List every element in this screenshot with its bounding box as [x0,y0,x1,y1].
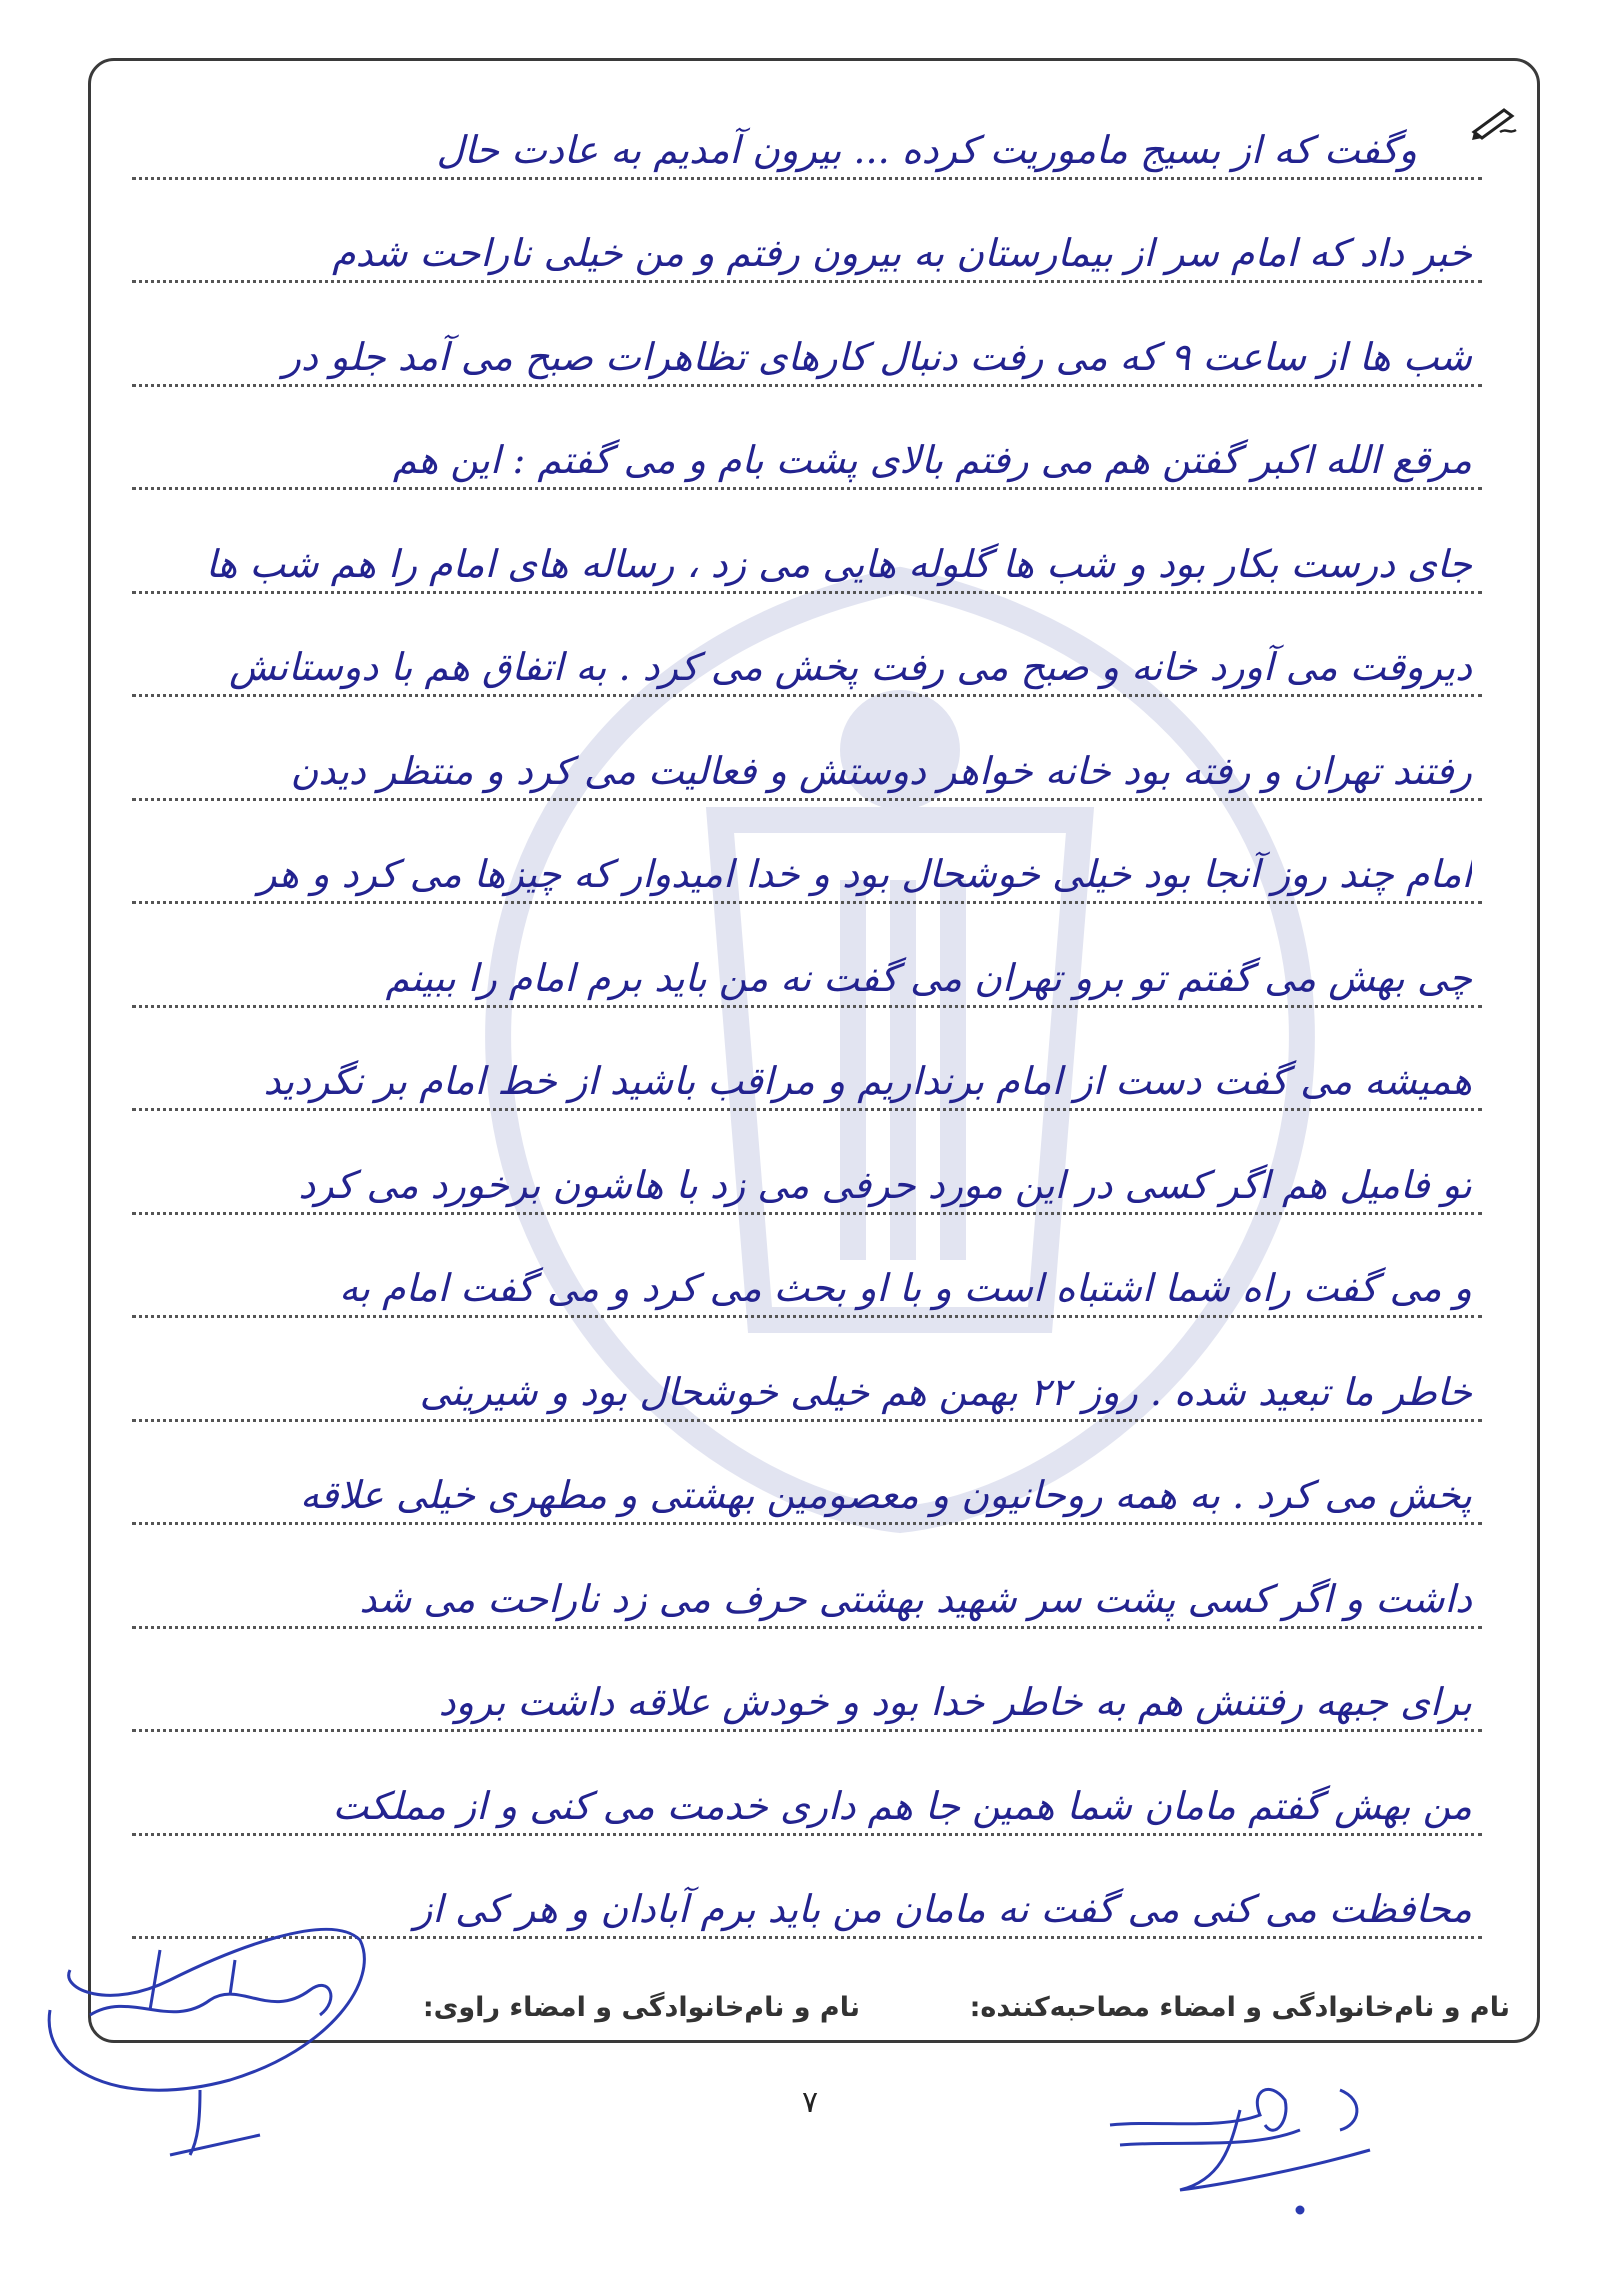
interviewer-label: نام و نام‌خانوادگی و امضاء مصاحبه‌کننده: [969,1992,1510,2023]
text-line [112,1225,1512,1329]
narrator-signature-icon [30,1920,410,2170]
line-text: و می گفت راه شما اشتباه است و با او بحث می کرد و می گفت امام به [339,1266,1472,1310]
text-line [112,86,1512,190]
line-text: من بهش گفتم مامان شما همین جا هم داری خدمت می کنی و از مملکت [332,1783,1472,1828]
page-number: ۷ [801,2085,819,2120]
text-line [112,500,1512,604]
line-text: تو فامیل هم اگر کسی در این مورد حرفی می زد با هاشون برخورد می کرد [298,1162,1472,1207]
line-text: همیشه می گفت دست از امام برنداریم و مراقب باشید از خط امام بر نگردید [263,1059,1472,1103]
line-text: دیروقت می آورد خانه و صبح می رفت پخش می کرد . به اتفاق هم با دوستانش [229,645,1472,689]
line-text: جای درست بکار بود و شب ها گلوله هایی می زد ، رساله های امام را هم شب ها [205,541,1472,586]
text-line [112,1432,1512,1536]
text-line [112,1639,1512,1743]
text-line [112,1742,1512,1846]
text-line [112,1535,1512,1639]
line-text: شب ها از ساعت ۹ که می رفت دنبال کارهای تظاهرات صبح می آمد جلو در [282,334,1472,379]
text-line [112,604,1512,708]
line-text: خبر داد که امام سر از بیمارستان به بیرون رفتم و من خیلی ناراحت شدم [332,231,1472,275]
line-text: مرقع الله اکبر گفتن هم می رفتم بالای پشت بام و می گفتم : این هم [392,438,1472,482]
text-line [112,1018,1512,1122]
line-text: پخش می کرد . به همه روحانیون و معصومین بهشتی و مطهری خیلی علاقه [299,1473,1472,1517]
line-text: داشت و اگر کسی پشت سر شهید بهشتی حرف می زد ناراحت می شد [359,1576,1472,1621]
line-text: محافظت می کنی می گفت نه مامان من باید برم آبادان و هر کی از [413,1887,1472,1931]
text-line [112,1121,1512,1225]
text-line [112,1328,1512,1432]
line-text: وگفت که از بسیج ماموریت کرده ... بیرون آمدیم به عادت حال [436,127,1417,172]
line-text: چی بهش می گفتم تو برو تهران می گفت نه من باید برم امام را ببینم [385,955,1472,1000]
line-text: خاطر ما تبعید شده . روز ۲۲ بهمن هم خیلی خوشحال بود و شیرینی [419,1369,1472,1414]
line-text: رفتند تهران و رفته بود خانه خواهر دوستش و فعالیت می کرد و منتظر دیدن [290,748,1472,793]
line-text: برای جبهه رفتنش هم به خاطر خدا بود و خودش علاقه داشت برود [438,1680,1472,1724]
interviewer-signature-icon [1100,2070,1400,2230]
line-text: امام چند روز آنجا بود خیلی خوشحال بود و خدا امیدوار که چیزها می کرد و هر [258,852,1472,896]
handwritten-lines [112,86,1512,1966]
narrator-label: نام و نام‌خانوادگی و امضاء راوی: [422,1992,860,2023]
text-line [112,707,1512,811]
text-line [112,293,1512,397]
text-line [112,811,1512,915]
text-line [112,397,1512,501]
text-line [112,914,1512,1018]
text-line [112,190,1512,294]
